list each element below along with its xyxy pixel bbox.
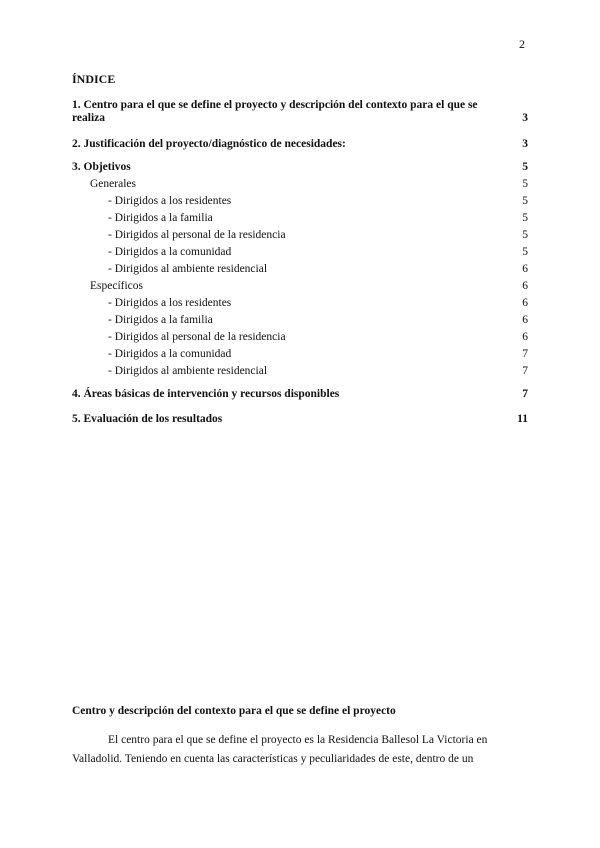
- toc-entry-3[interactable]: [72, 161, 528, 174]
- toc-entry-page: 6: [522, 263, 528, 275]
- toc-entry-text: 3. Objetivos: [72, 161, 131, 173]
- toc-entry-page: 11: [517, 413, 528, 425]
- toc-entry-generales-personal[interactable]: [72, 229, 528, 242]
- toc-entry-text: - Dirigidos a la comunidad: [108, 246, 232, 258]
- toc-entry-text: 1. Centro para el que se define el proyecto y descripción del contexto para el que se realiza: [72, 99, 478, 124]
- toc-entry-page: 6: [522, 280, 528, 292]
- toc-entry-text: - Dirigidos al ambiente residencial: [108, 365, 268, 377]
- toc-entry-text: 4. Áreas básicas de intervención y recursos disponibles: [72, 388, 340, 400]
- paragraph-line-2: Valladolid. Teniendo en cuenta las características y peculiaridades de este, dentro de un: [72, 753, 474, 765]
- toc-entry-text: - Dirigidos al personal de la residencia: [108, 229, 286, 241]
- toc-entry-especificos-comunidad[interactable]: [72, 348, 528, 361]
- toc-entry-text: - Dirigidos al ambiente residencial: [108, 263, 268, 275]
- toc-entry-text: - Dirigidos a la familia: [108, 314, 213, 326]
- toc-entry-page: 5: [522, 229, 528, 241]
- toc-entry-page: 5: [522, 212, 528, 224]
- paragraph-line-1: El centro para el que se define el proyecto es la Residencia Ballesol La Victoria en: [108, 734, 488, 746]
- toc-entry-4[interactable]: [72, 388, 528, 401]
- toc-entry-generales[interactable]: [72, 178, 528, 191]
- toc-entry-page: 7: [522, 388, 528, 400]
- toc-entry-especificos-personal[interactable]: [72, 331, 528, 344]
- toc-entry-text: - Dirigidos a los residentes: [108, 297, 232, 309]
- toc-entry-especificos-residentes[interactable]: [72, 297, 528, 310]
- toc-entry-generales-comunidad[interactable]: [72, 246, 528, 259]
- toc-entry-especificos[interactable]: [72, 280, 528, 293]
- toc-entry-text: - Dirigidos a la familia: [108, 212, 213, 224]
- toc-entry-page: 5: [522, 195, 528, 207]
- toc-entry-page: 3: [522, 112, 528, 124]
- toc-heading: ÍNDICE: [72, 72, 116, 86]
- toc-entry-text: - Dirigidos a la comunidad: [108, 348, 232, 360]
- toc-entry-page: 5: [522, 246, 528, 258]
- toc-entry-generales-residentes[interactable]: [72, 195, 528, 208]
- toc-entry-text: 5. Evaluación de los resultados: [72, 413, 223, 425]
- toc-entry-text: 2. Justificación del proyecto/diagnóstico de necesidades:: [72, 138, 346, 150]
- toc-entry-page: 5: [522, 178, 528, 190]
- toc-entry-2[interactable]: [72, 138, 528, 151]
- toc-entry-5[interactable]: [72, 413, 528, 426]
- toc-entry-page: 7: [522, 365, 528, 377]
- toc-entry-page: 5: [522, 161, 528, 173]
- toc-entry-text: - Dirigidos al personal de la residencia: [108, 331, 286, 343]
- toc-entry-text: - Dirigidos a los residentes: [108, 195, 232, 207]
- toc-entry-page: 7: [522, 348, 528, 360]
- page-number: 2: [519, 37, 525, 51]
- toc-entry-1[interactable]: [72, 99, 528, 125]
- toc-entry-generales-ambiente[interactable]: [72, 263, 528, 276]
- toc-entry-text: Generales: [90, 178, 136, 190]
- toc-entry-generales-familia[interactable]: [72, 212, 528, 225]
- toc-entry-page: 6: [522, 331, 528, 343]
- section-heading: Centro y descripción del contexto para el que se define el proyecto: [72, 705, 396, 717]
- toc-entry-text: Específicos: [90, 280, 144, 292]
- toc-entry-especificos-ambiente[interactable]: [72, 365, 528, 378]
- toc-entry-page: 6: [522, 314, 528, 326]
- toc-entry-page: 3: [522, 138, 528, 150]
- toc-entry-page: 6: [522, 297, 528, 309]
- toc-entry-especificos-familia[interactable]: [72, 314, 528, 327]
